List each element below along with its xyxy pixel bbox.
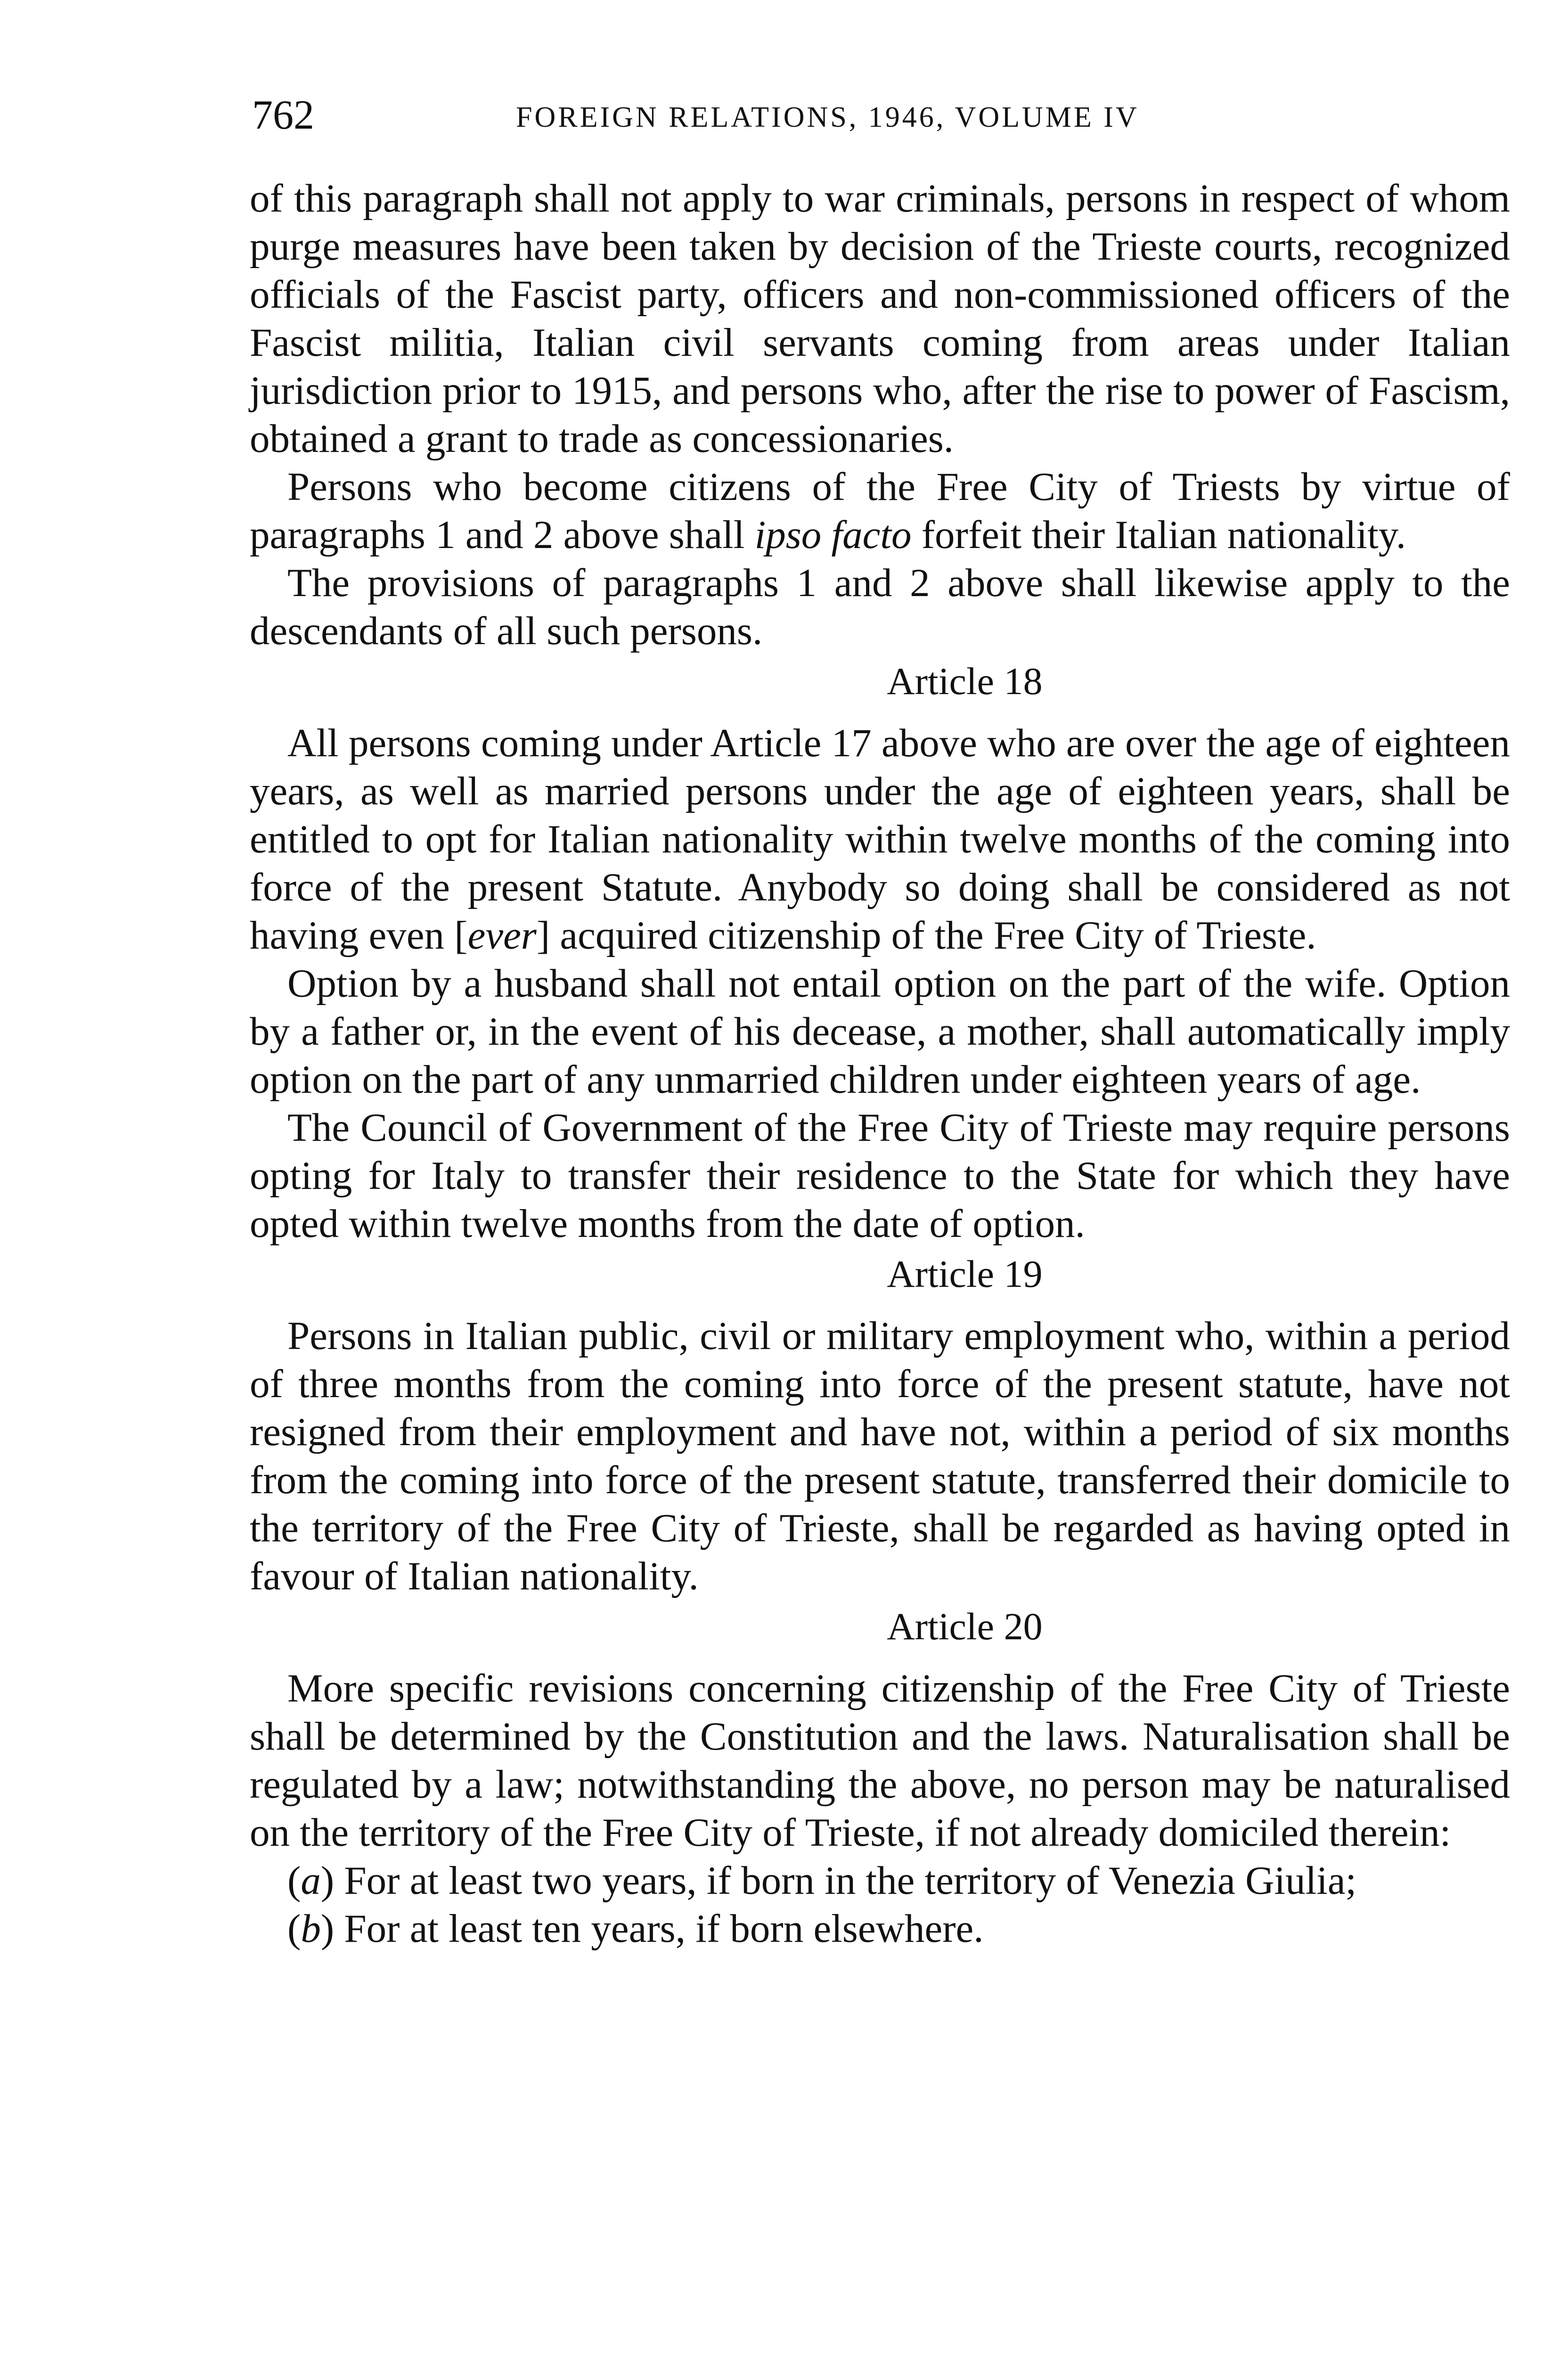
article-18-paragraph-2: Option by a husband shall not entail option on the part of the wife. Option by a father or, in the event of his decease, a mother, shall automatically imply option on the part of any unmarried children under eighteen years of age.	[250, 961, 1510, 1102]
running-head	[252, 92, 1510, 144]
text-run: All persons coming under Article 17 above who are over the age of eighteen years, as well as married persons under the age of eighteen years, shall be entitled to opt for Italian nationality within twelve months of the coming into force of the present Statute. Anybody so doing shall be considered as not having even [	[250, 721, 1510, 957]
article-19-heading: Article 19	[887, 1252, 1043, 1295]
italic-term: ipso facto	[754, 513, 912, 557]
item-text: For at least two years, if born in the territory of Venezia Giulia;	[334, 1858, 1357, 1903]
article-18-paragraph-3: The Council of Government of the Free City of Trieste may require persons opting for Italy to transfer their residence to the State for which they have opted within twelve months from the date of option.	[250, 1105, 1510, 1246]
page-number: 762	[252, 92, 314, 138]
paragraph-continued: of this paragraph shall not apply to war criminals, persons in respect of whom purge measures have been taken by decision of the Trieste courts, recognized officials of the Fascist party, officers and non-commissioned officers of the Fascist militia, Italian civil servants coming from areas under Italian jurisdiction prior to 1915, and persons who, after the rise to power of Fascism, obtained a grant to trade as concessionaries.	[250, 176, 1510, 461]
article-20-heading: Article 20	[887, 1605, 1043, 1648]
item-label: a	[301, 1858, 321, 1903]
running-title: FOREIGN RELATIONS, 1946, VOLUME IV	[516, 101, 1139, 133]
article-20-paragraph-1: More specific revisions concerning citizenship of the Free City of Trieste shall be determined by the Constitution and the laws. Naturalisation shall be regulated by a law; notwithstanding the above, no person may be naturalised on the territory of the Free City of Trieste, if not already domiciled therein:	[250, 1666, 1510, 1855]
body-text	[250, 174, 1510, 1953]
paragraph-ipso-facto	[250, 463, 1510, 559]
text-run: forfeit their Italian nationality.	[911, 513, 1406, 557]
item-text: For at least ten years, if born elsewhere.	[334, 1906, 984, 1951]
text-run: Persons who become citizens of the Free City of Triests by virtue of paragraphs 1 and 2 above shall	[250, 465, 1510, 557]
item-label: b	[301, 1906, 321, 1951]
paragraph-descendants: The provisions of paragraphs 1 and 2 above shall likewise apply to the descendants of all such persons.	[250, 561, 1510, 653]
italic-term: ever	[467, 913, 537, 957]
article-18-heading: Article 18	[887, 660, 1043, 703]
text-run: ] acquired citizenship of the Free City of Trieste.	[536, 913, 1316, 957]
article-18-paragraph-1	[250, 719, 1510, 959]
article-19-paragraph-1: Persons in Italian public, civil or military employment who, within a period of three months from the coming into force of the present statute, have not resigned from their employment and have not, within a period of six months from the coming into force of the present statute, transferred their domicile to the territory of the Free City of Trieste, shall be regarded as having opted in favour of Italian nationality.	[250, 1314, 1510, 1598]
article-20-item-a: (a) For at least two years, if born in the territory of Venezia Giulia;	[287, 1858, 1357, 1903]
article-20-item-b: (b) For at least ten years, if born elsewhere.	[287, 1906, 984, 1951]
